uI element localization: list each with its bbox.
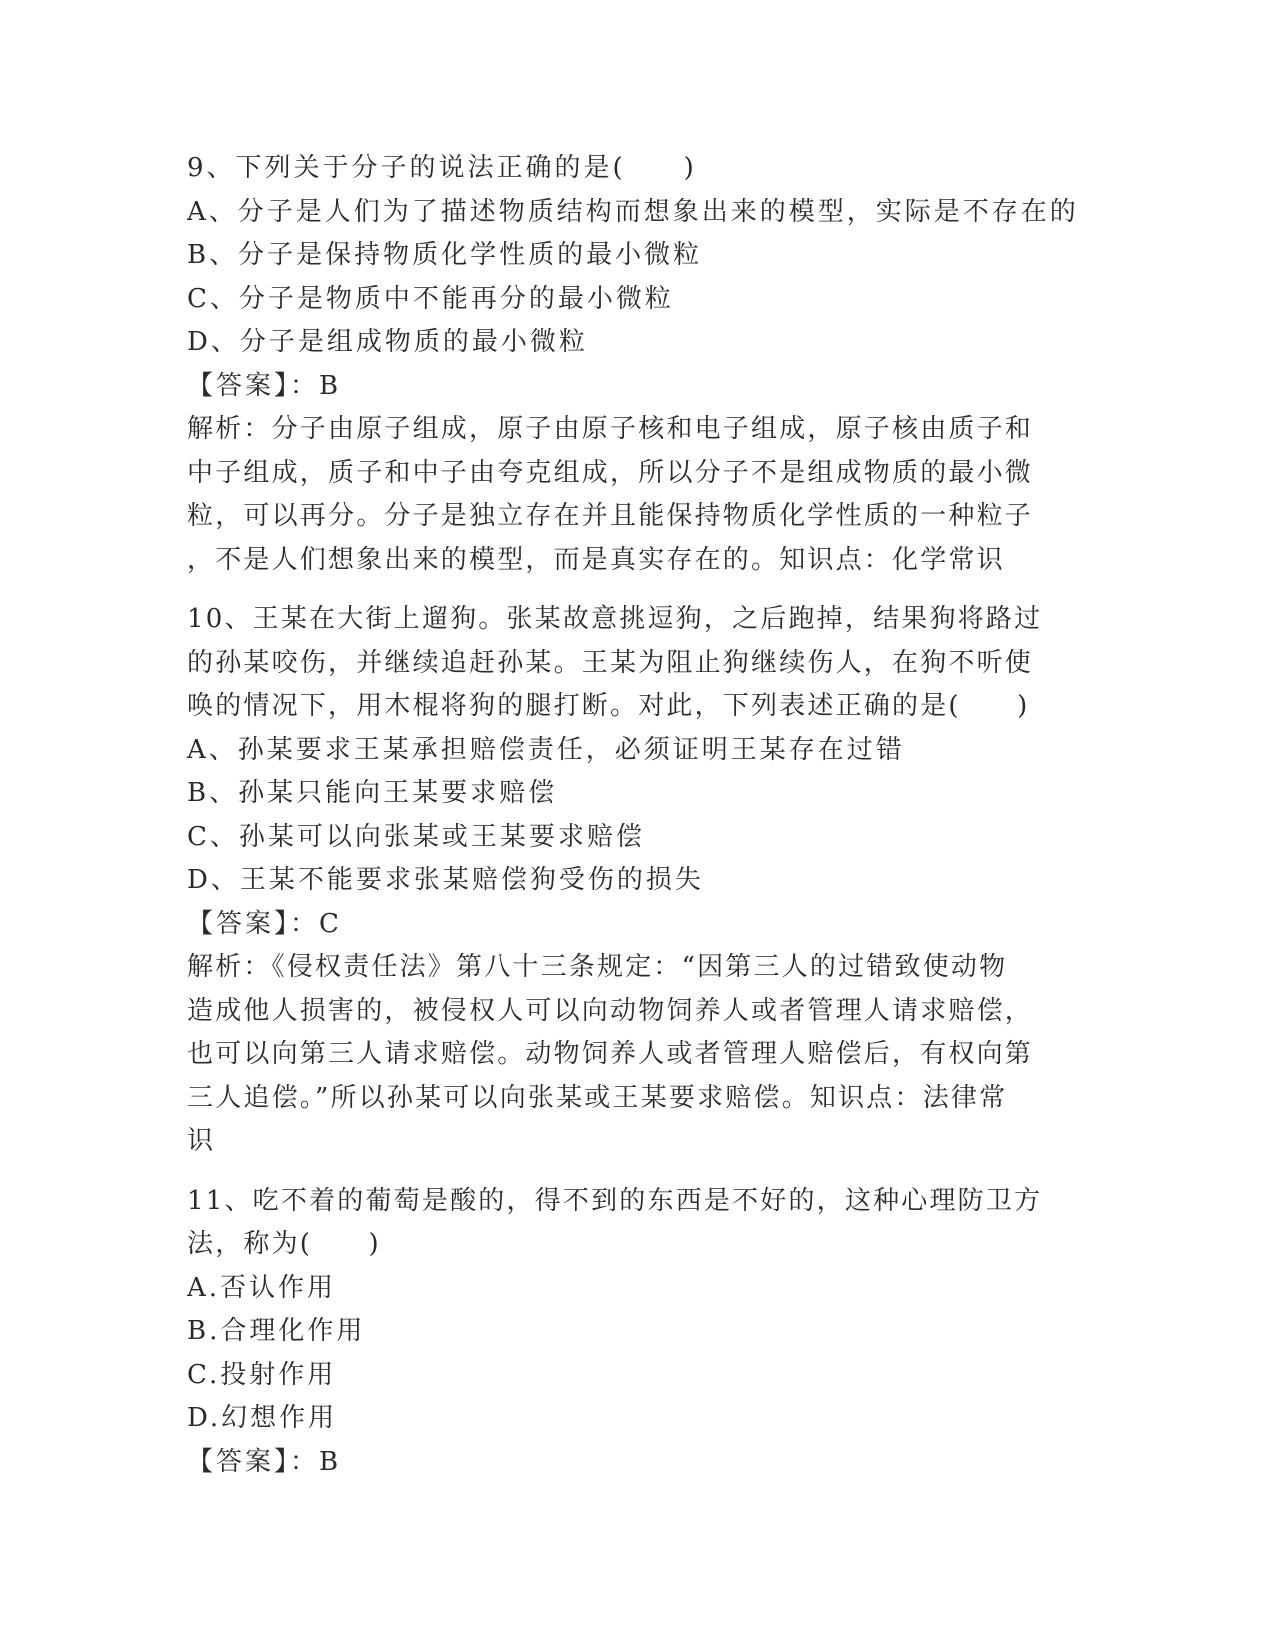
option-b: B、分子是保持物质化学性质的最小微粒 [187, 240, 703, 270]
option-d: D.幻想作用 [187, 1403, 338, 1433]
analysis-line: 解析：分子由原子组成，原子由原子核和电子组成，原子核由质子和 [187, 414, 1034, 444]
analysis-line: 识 [187, 1126, 216, 1156]
analysis-paragraph [187, 408, 1087, 582]
question-10 [187, 598, 1087, 1164]
answer-line: 【答案】：B [187, 370, 342, 401]
option-c: C、孙某可以向张某或王某要求赔偿 [187, 821, 645, 852]
analysis-line: 三人追偿。”所以孙某可以向张某或王某要求赔偿。知识点：法律常 [187, 1082, 1008, 1113]
stem-line: 的孙某咬伤，并继续追赶孙某。王某为阻止狗继续伤人，在狗不听使 [187, 647, 1034, 678]
document-page [187, 147, 1087, 1484]
analysis-line: 也可以向第三人请求赔偿。动物饲养人或者管理人赔偿后，有权向第 [187, 1039, 1034, 1069]
question-stem [187, 1180, 1087, 1267]
stem-line: 10、王某在大街上遛狗。张某故意挑逗狗，之后跑掉，结果狗将路过 [187, 604, 1043, 634]
answer-line: 【答案】：C [187, 908, 342, 939]
stem-line: 法，称为( ) [187, 1229, 381, 1259]
option-a: A.否认作用 [187, 1272, 337, 1303]
question-stem [187, 598, 1087, 729]
question-11 [187, 1180, 1087, 1485]
option-c: C.投射作用 [187, 1359, 337, 1390]
option-d: D、王某不能要求张某赔偿狗受伤的损失 [187, 865, 704, 895]
stem-line: 唤的情况下，用木棍将狗的腿打断。对此，下列表述正确的是( ) [187, 691, 1030, 721]
option-a: A、分子是人们为了描述物质结构而想象出来的模型，实际是不存在的 [187, 196, 1079, 227]
stem-line: 11、吃不着的葡萄是酸的，得不到的东西是不好的，这种心理防卫方 [187, 1185, 1043, 1216]
option-d: D、分子是组成物质的最小微粒 [187, 327, 588, 357]
option-a: A、孙某要求王某承担赔偿责任，必须证明王某存在过错 [187, 734, 905, 765]
analysis-paragraph [187, 946, 1087, 1164]
question-gap [187, 582, 1087, 598]
analysis-line: ，不是人们想象出来的模型，而是真实存在的。知识点：化学常识 [187, 544, 1005, 575]
question-gap [187, 1164, 1087, 1180]
option-c: C、分子是物质中不能再分的最小微粒 [187, 283, 674, 314]
analysis-line: 造成他人损害的，被侵权人可以向动物饲养人或者管理人请求赔偿， [187, 995, 1034, 1026]
question-9 [187, 147, 1087, 582]
analysis-line: 解析：《侵权责任法》第八十三条规定：“因第三人的过错致使动物 [187, 952, 1008, 982]
option-b: B、孙某只能向王某要求赔偿 [187, 778, 558, 808]
analysis-line: 粒，可以再分。分子是独立存在并且能保持物质化学性质的一种粒子 [187, 501, 1034, 531]
analysis-line: 中子组成，质子和中子由夸克组成，所以分子不是组成物质的最小微 [187, 457, 1034, 488]
answer-line: 【答案】：B [187, 1446, 342, 1477]
question-stem: 9、下列关于分子的说法正确的是( ) [187, 153, 697, 183]
option-b: B.合理化作用 [187, 1316, 366, 1346]
